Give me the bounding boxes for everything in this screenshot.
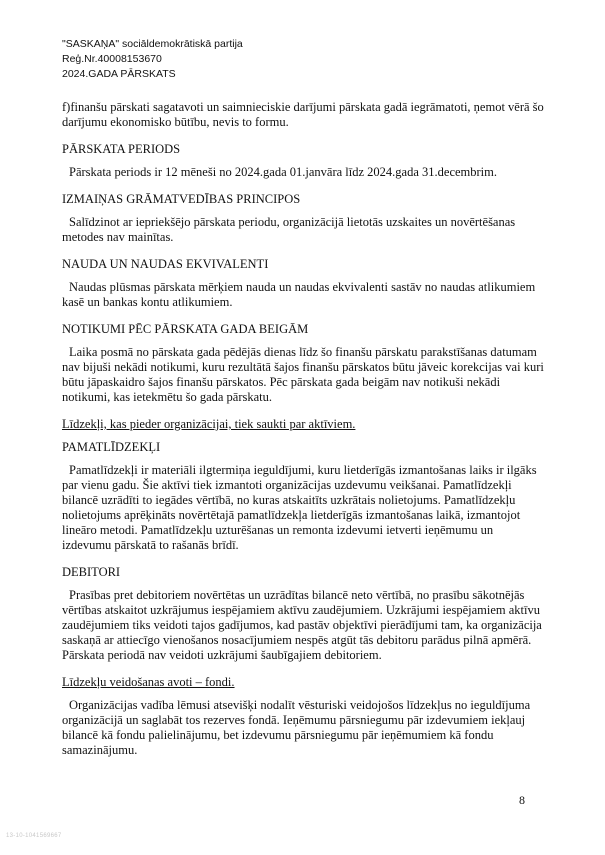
document-header: [62, 37, 243, 82]
assets-heading: Līdzekļi, kas pieder organizācijai, tiek saukti par aktīviem.: [62, 417, 356, 431]
sources-paragraph: Organizācijas vadība lēmusi atsevišķi nodalīt vēsturiski veidojošos līdzekļus no ieguldījuma organizācijā un saglabāt tos rezerves fondā. Ieņēmumu pārsniegumu pār izdevumiem iekļauj bilancē kā fondu palielinājumu, bet izdevumu pārsniegumu pār ieņēmumiem kā fondu samazinājumu.: [62, 698, 531, 757]
policy-heading: IZMAIŅAS GRĀMATVEDĪBAS PRINCIPOS: [62, 192, 301, 206]
fixed-assets-heading: PAMATLĪDZEKĻI: [62, 440, 161, 454]
fixed-assets-paragraph: Pamatlīdzekļi ir materiāli ilgtermiņa ieguldījumi, kuru lietderīgās izmantošanas laiks ir ilgāks par vienu gadu. Šie aktīvi tiek izmantoti organizācijas uzdevumu veikšanai. Pamatlīdzekļi bilancē uzrādīti to iegādes vērtībā, no kuras atskaitīts uzkrātais nolietojums. Pamatlīdzekļu nolietojums aprēķināts novērtētajā pamatlīdzekļa lietderīgās izmantošanas laikā, izmantojot lineāro metodi. Pamatlīdzekļu uzturēšanas un remonta izdevumi ietverti ieņēmumu un izdevumu pārskatā to rašanās brīdī.: [62, 463, 537, 552]
policy-paragraph: Salīdzinot ar iepriekšējo pārskata periodu, organizācijā lietotās uzskaites un novērtēšanas metodes nav mainītas.: [62, 215, 516, 244]
period-paragraph: Pārskata periods ir 12 mēneši no 2024.gada 01.janvāra līdz 2024.gada 31.decembrim.: [69, 165, 498, 179]
intro-paragraph: f)finanšu pārskati sagatavoti un saimnieciskie darījumi pārskata gadā iegrāmatoti, ņemot vērā šo darījumu ekonomisko būtību, nevis to formu.: [62, 100, 544, 129]
debtors-heading: DEBITORI: [62, 565, 121, 579]
events-heading: NOTIKUMI PĒC PĀRSKATA GADA BEIGĀM: [62, 322, 309, 336]
sources-heading: Līdzekļu veidošanas avoti – fondi.: [62, 675, 235, 689]
organization-name: "SASKAŅA" sociāldemokrātiskā partija: [62, 38, 243, 50]
document-body: [62, 100, 544, 770]
report-title: 2024.GADA PĀRSKATS: [62, 68, 176, 80]
page-number: 8: [519, 793, 525, 807]
cash-heading: NAUDA UN NAUDAS EKVIVALENTI: [62, 257, 269, 271]
debtors-paragraph: Prasības pret debitoriem novērtētas un uzrādītas bilancē neto vērtībā, no prasību sākotnējās vērtības atskaitot uzkrājumus iespējamiem aktīvu zaudējumiem. Uzkrājumi iespējamiem aktīvu zaudējumiem tiks veidoti tajos gadījumos, kad pastāv objektīvi pierādījumi tam, ka organizācija saskaņā ar attiecīgo vienošanos nosacījumiem nespēs atgūt tās debitoru parādus pilnā apmērā. Pārskata periodā nav veidoti uzkrājumi šaubīgajiem debitoriem.: [62, 588, 542, 662]
registration-number: Reģ.Nr.40008153670: [62, 53, 162, 65]
cash-paragraph: Naudas plūsmas pārskata mērķiem nauda un naudas ekvivalenti sastāv no naudas atlikumiem kasē un bankas kontu atlikumiem.: [62, 280, 536, 309]
footer-code: 13-10-1041569667: [6, 833, 62, 839]
period-heading: PĀRSKATA PERIODS: [62, 142, 181, 156]
events-paragraph: Laika posmā no pārskata gada pēdējās dienas līdz šo finanšu pārskatu parakstīšanas datumam nav bijuši nekādi notikumi, kuru rezultātā šajos finanšu pārskatos būtu jāveic korekcijas vai kuri būtu jāpaskaidro šajos finanšu pārskatos. Pēc pārskata gada beigām nav notikuši nekādi notikumi, kas ietekmētu šo gada pārskatu.: [62, 345, 544, 404]
